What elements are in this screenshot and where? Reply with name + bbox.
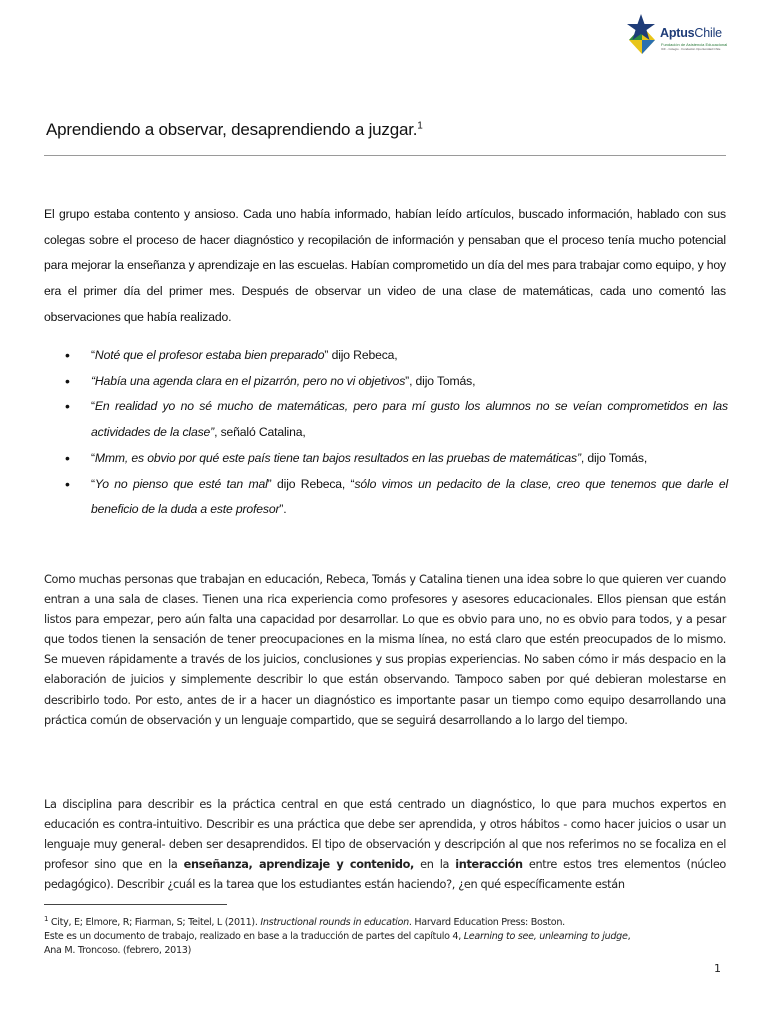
paragraph-discipline: La disciplina para describir es la práctica central en que está centrado un diagnóstico, lo que para muchos expertos en educación es contra-intuitivo. Describir es una práctica que debe ser aprendida, y otros hábitos - como hacer juicios o usar un lenguaje muy general- deben ser desaprendidos. El tipo de observación y descripción al que nos referimos no se focaliza en el profesor sino que en la enseñanza, aprendizaje y contenido, en la interacción entre estos tres elementos (núcleo pedagógico). Describir ¿cuál es la tarea que los estudiantes están haciendo?, ¿en qué específicamente están [44, 798, 726, 892]
paragraph-context: Como muchas personas que trabajan en educación, Rebeca, Tomás y Catalina tienen una idea sobre lo que quieren ver cuando entran a una sala de clases. Tienen una rica experiencia como profesores y asesores educacionales. Ellos piensan que están listos para empezar, pero aún falta una capacidad por desarrollar. Lo que es obvio para uno, no es obvio para todos, y a pesar que todos tienen la sensación de tener preocupaciones en la misma línea, no está claro que estén preocupados de lo mismo. Se mueven rápidamente a través de los juicios, conclusiones y sus propias experiencias. No saben cómo ir más despacio en la elaboración de juicios y simplemente describir lo que están observando. Tampoco saben por qué debieran molestarse en describirlo todo. Por esto, antes de ir a hacer un diagnóstico es importante pasar un tiempo como equipo desarrollando una práctica común de observación y un lenguaje compartido, que se seguirá desarrollando a lo largo del tiempo. [44, 573, 726, 727]
bullet-icon: • [65, 475, 70, 492]
list-item: • “En realidad yo no sé mucho de matemáticas, pero para mí gusto los alumnos no se veían comprometidos en las actividades de la clase”, señaló Catalina, [44, 394, 728, 445]
aptus-chile-logo [624, 12, 734, 58]
footnote: $^1$ City, E; Elmore, R; Fiarman, S; Teitel, L (2011). Instructional rounds in education. Harvard Education Press: Boston. Este es un documento de trabajo, realizado en base a la traducción de partes del capítulo 4, Learning to see, unlearning to judge, Ana M. Troncoso. (febrero, 2013) [44, 915, 631, 957]
logo-tagline: Fundación de Asistencia Educacional [661, 42, 728, 47]
title-divider [44, 155, 726, 156]
list-item: • “Noté que el profesor estaba bien preparado” dijo Rebeca, [44, 343, 728, 369]
page-number: 1 [714, 962, 721, 975]
bullet-icon: • [65, 449, 70, 466]
logo-wordmark: AptusChile [660, 26, 722, 40]
bullet-icon: • [65, 398, 70, 415]
bullet-icon: • [65, 372, 70, 389]
star-icon [624, 12, 662, 54]
logo-subtagline: ICF - Colegio · Fundación Oportunidad Chile [661, 47, 721, 51]
footnote-divider [44, 904, 227, 905]
page-title: Aprendiendo a observar, desaprendiendo a juzgar.$^1$ [46, 120, 423, 139]
intro-paragraph: El grupo estaba contento y ansioso. Cada uno había informado, habían leído artículos, buscado información, hablado con sus colegas sobre el proceso de hacer diagnóstico y recopilación de información y pensaban que el proceso tenía mucho potencial para mejorar la enseñanza y aprendizaje en las escuelas. Habían comprometido un día del mes para trabajar como equipo, y hoy era el primer día del primer mes. Después de observar un video de una clase de matemáticas, cada uno comentó las observaciones que había realizado. [44, 207, 726, 324]
title-footnote-ref[interactable]: 1 [417, 120, 423, 132]
list-item: • “Había una agenda clara en el pizarrón, pero no vi objetivos”, dijo Tomás, [44, 369, 728, 395]
list-item: • “Mmm, es obvio por qué este país tiene tan bajos resultados en las pruebas de matemáticas”, dijo Tomás, [44, 446, 728, 472]
bullet-icon: • [65, 347, 70, 363]
list-item: • “Yo no pienso que esté tan mal” dijo Rebeca, “sólo vimos un pedacito de la clase, creo que tenemos que darle el beneficio de la duda a este profesor”. [44, 472, 728, 523]
quotes-list [44, 343, 728, 523]
